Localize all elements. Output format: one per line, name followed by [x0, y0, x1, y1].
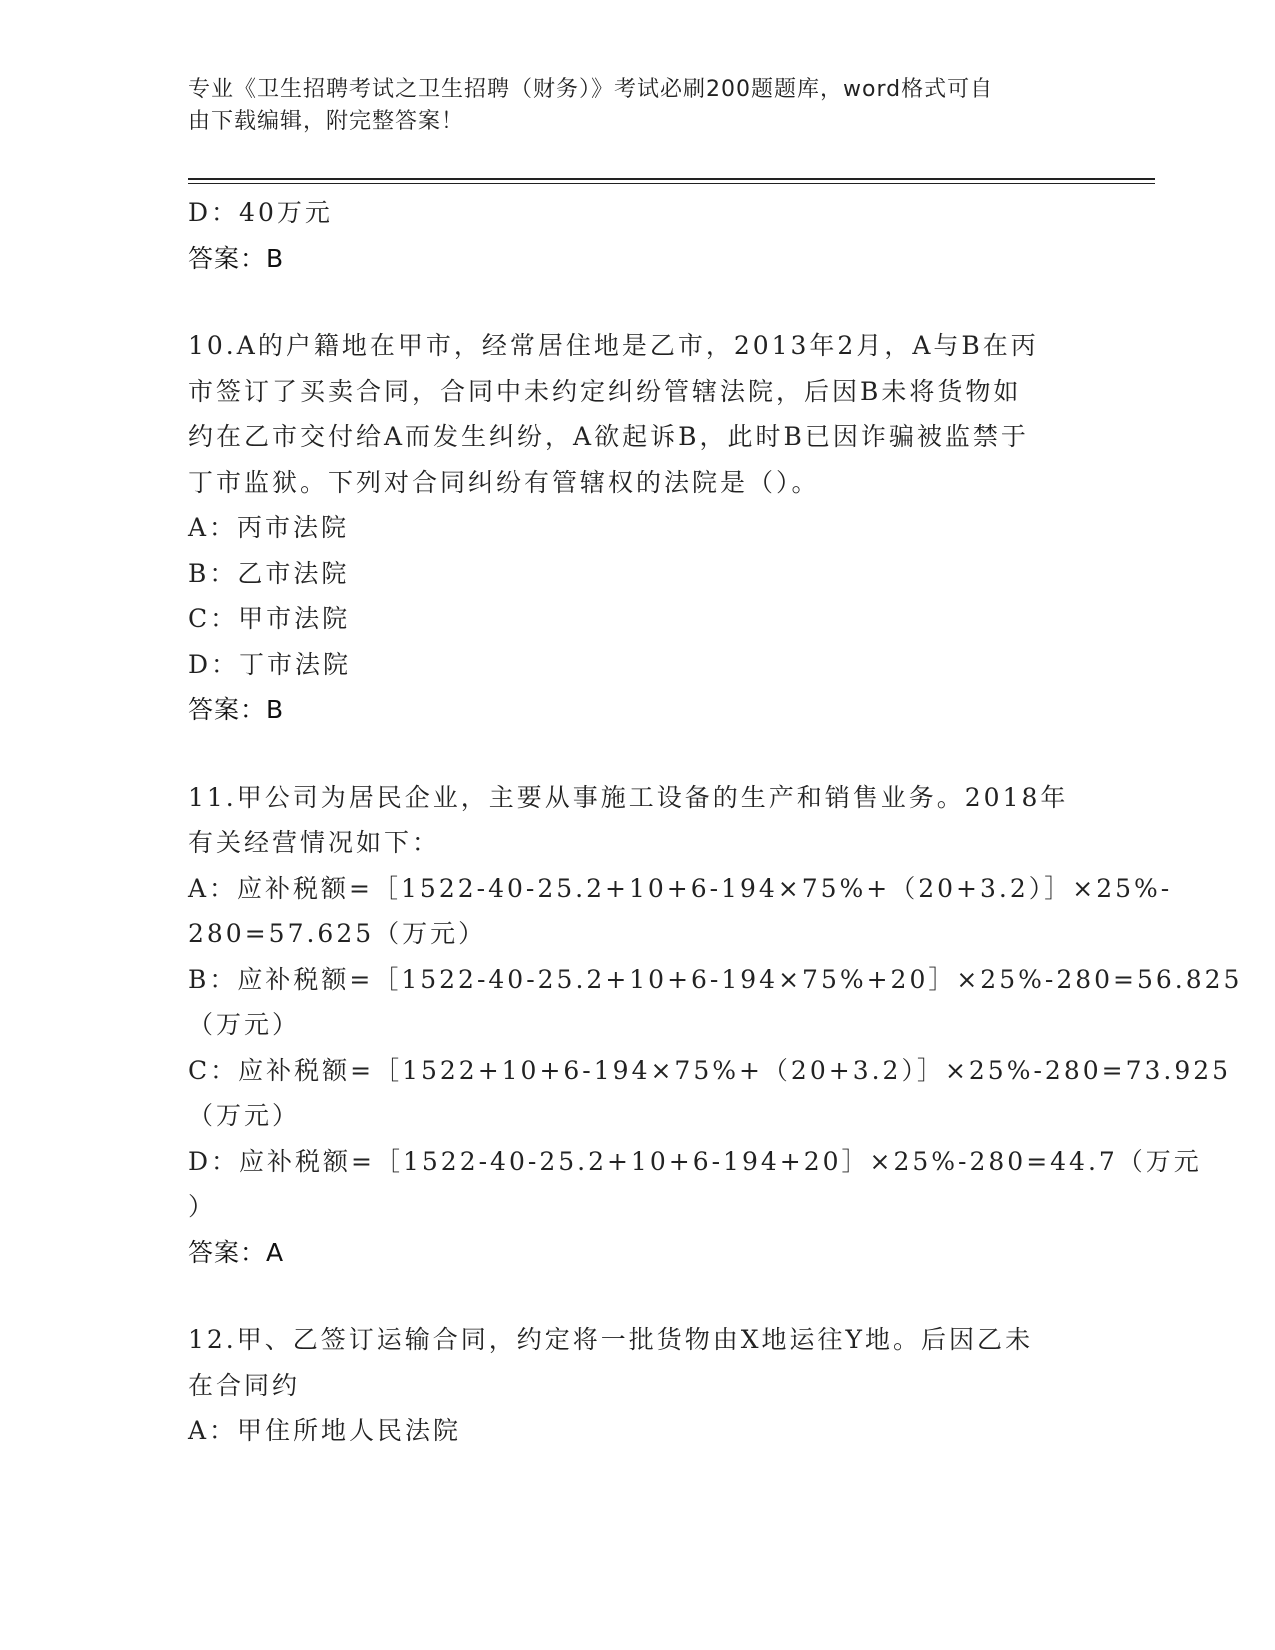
option-a-line-2: 280=57.625（万元）	[188, 919, 487, 948]
question-12	[188, 1317, 1068, 1454]
option-d-line-1: D：应补税额=［1522-40-25.2+10+6-194+20］×25%-280=44.7（万元	[188, 1146, 1202, 1176]
option-a: A：丙市法院	[188, 513, 350, 542]
option-d: D：40万元	[188, 198, 333, 227]
question-stem-line: 在合同约	[188, 1370, 301, 1400]
header-divider-thin	[188, 183, 1155, 184]
question-stem-line: 10.A的户籍地在甲市，经常居住地是乙市，2013年2月，A与B在丙	[188, 331, 1039, 360]
option-c-line-2: （万元）	[188, 1101, 301, 1130]
option-b: B：乙市法院	[188, 558, 350, 588]
question-10	[188, 323, 1068, 733]
option-d-line-2: ）	[188, 1192, 217, 1221]
spacer	[188, 1275, 1088, 1317]
spacer	[188, 281, 1088, 323]
header-line-1: 专业《卫生招聘考试之卫生招聘（财务）》考试必刷200题题库，word格式可自	[188, 77, 994, 102]
option-a-line-1: A：应补税额=［1522-40-25.2+10+6-194×75%+（20+3.2）］×25%-	[188, 873, 1173, 903]
question-11	[188, 775, 1243, 1276]
option-b-line-1: B：应补税额=［1522-40-25.2+10+6-194×75%+20］×25%-280=56.825	[188, 964, 1243, 994]
answer-line: 答案：B	[188, 695, 285, 724]
option-c-line-1: C：应补税额=［1522+10+6-194×75%+（20+3.2）］×25%-280=73.925	[188, 1055, 1232, 1085]
previous-question-tail	[188, 190, 1068, 281]
answer-line: 答案：B	[188, 243, 285, 273]
option-c: C：甲市法院	[188, 604, 351, 633]
option-a: A：甲住所地人民法院	[188, 1416, 462, 1445]
question-stem-line: 有关经营情况如下：	[188, 828, 441, 857]
spacer	[188, 733, 1088, 775]
question-stem-line: 市签订了买卖合同，合同中未约定纠纷管辖法院，后因B未将货物如	[188, 376, 1022, 406]
option-b-line-2: （万元）	[188, 1010, 301, 1039]
header-line-2: 由下载编辑，附完整答案！	[188, 109, 465, 134]
question-stem-line: 丁市监狱。下列对合同纠纷有管辖权的法院是（）。	[188, 467, 820, 497]
question-stem-line: 11.甲公司为居民企业，主要从事施工设备的生产和销售业务。2018年	[188, 782, 1069, 812]
answer-line: 答案：A	[188, 1237, 285, 1267]
question-stem-line: 12.甲、乙签订运输合同，约定将一批货物由X地运往Y地。后因乙未	[188, 1325, 1034, 1354]
header-divider-thick	[188, 178, 1155, 180]
document-body	[188, 190, 1243, 1454]
question-stem-line: 约在乙市交付给A而发生纠纷，A欲起诉B，此时B已因诈骗被监禁于	[188, 422, 1029, 451]
document-header	[188, 74, 1068, 138]
option-d: D：丁市法院	[188, 649, 352, 679]
